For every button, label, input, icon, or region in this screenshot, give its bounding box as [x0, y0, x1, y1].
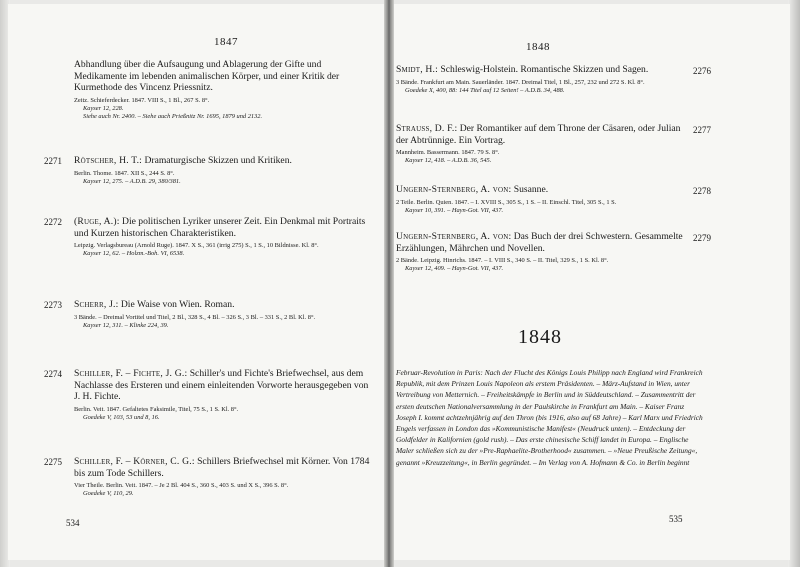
entry-title: Schiller's und Fichte's Briefwechsel, aus dem Nachlasse des Ersteren und einem einleitenden Vorworte herausgegeben von J. H. Fichte.: [74, 368, 369, 403]
entry-2274: [74, 368, 374, 422]
entry-title: Schillers Briefwechsel mit Körner. Von 1784 bis zum Tode Schillers.: [74, 456, 370, 479]
entry-2275: [74, 456, 374, 498]
right-page-year: 1848: [526, 41, 550, 53]
entry-number: 2273: [44, 300, 62, 310]
left-page-year: 1847: [214, 36, 238, 48]
entry-2279: [396, 231, 688, 273]
entry-2276: [396, 64, 686, 95]
entry-detail: Leipzig. Verlagsbureau (Arnold Ruge). 1847. X S., 361 (irrig 275) S., 1 S., 10 Bildnisse. Kl. 8°.: [74, 242, 319, 250]
entry-reference: Goedeke X, 400, 88: 144 Titel auf 12 Seiten! – A.D.B. 34, 488.: [405, 86, 565, 94]
right-page: [390, 4, 790, 560]
entry-number: 2271: [44, 156, 62, 166]
entry-title: Dramaturgische Skizzen und Kritiken.: [144, 155, 292, 166]
entry-detail: Vier Theile. Berlin. Veit. 1847. – Je 2 Bl. 404 S., 360 S., 403 S. und X S., 396 S. 8°.: [74, 482, 289, 490]
entry-2272: [74, 216, 374, 258]
entry-author: Rötscher, H. T.:: [74, 155, 143, 166]
entry-author: Ungern-Sternberg, A. von:: [396, 231, 512, 242]
entry-title: Abhandlung über die Aufsaugung und Ablagerung der Gifte und Medikamente im lebenden animalischen Körper, und einer Kritik der Kurmethode des Vincenz Priessnitz.: [74, 59, 340, 94]
entry-detail: 3 Bände. Frankfurt am Main. Sauerländer. 1847. Dreimal Titel, 1 Bl., 257, 232 und 272 S. Kl. 8°.: [396, 78, 645, 86]
section-year-heading: 1848: [518, 326, 562, 348]
entry-detail: Mannheim. Bassermann. 1847. 79 S. 8°.: [396, 149, 500, 157]
entry-reference: Goedeke V, 103, 53 und 8, 16.: [83, 413, 160, 421]
entry-reference: Kayser 12, 418. – A.D.B. 36, 545.: [405, 157, 492, 165]
entry-title: Schleswig-Holstein. Romantische Skizzen und Sagen.: [440, 64, 649, 75]
entry-author: Ungern-Sternberg, A. von:: [396, 184, 512, 195]
entry-number: 2279: [693, 233, 711, 243]
entry-reference: Kayser 10, 391. – Hayn-Got. VII, 437.: [405, 206, 504, 214]
entry-reference: Kayser 12, 62. – Holzm.-Boh. VI, 6538.: [83, 250, 185, 258]
entry-reference: Goedeke V, 110, 29.: [83, 490, 134, 498]
entry-number: 2278: [693, 186, 711, 196]
entry-number: 2275: [44, 457, 62, 467]
entry-2271: [74, 155, 374, 186]
entry-continuation: [74, 59, 374, 121]
book-gutter: [384, 0, 394, 567]
entry-title: Die Waise von Wien. Roman.: [120, 299, 235, 310]
left-page: [8, 4, 388, 560]
entry-detail: Zeitz. Schieferdecker. 1847. VIII S., 1 Bl., 267 S. 8°.: [74, 96, 210, 104]
entry-number: 2277: [693, 125, 711, 135]
entry-reference: Kayser 12, 409. – Hayn-Got. VII, 437.: [405, 265, 504, 273]
entry-number: 2272: [44, 217, 62, 227]
entry-2277: [396, 123, 688, 165]
entry-2273: [74, 299, 374, 330]
entry-reference: Kayser 12, 275. – A.D.B. 29, 380/381.: [83, 177, 181, 185]
entry-detail: Berlin. Thome. 1847. XII S., 244 S. 8°.: [74, 169, 175, 177]
entry-author: (Ruge, A.):: [74, 216, 120, 227]
entry-detail: 2 Teile. Berlin. Quien. 1847. – I. XVIII S., 305 S., 1 S. – II. Einschl. Titel, 305 S., 1 S.: [396, 198, 617, 206]
page-number-left: 534: [66, 518, 80, 528]
page-number-right: 535: [669, 514, 683, 524]
entry-title: Der Romantiker auf dem Throne der Cäsaren, oder Julian der Abtrünnige. Ein Vortrag.: [396, 123, 681, 146]
entry-author: Strauss, D. F.:: [396, 123, 458, 134]
entry-title: Susanne.: [513, 184, 549, 195]
entry-author: Scherr, J.:: [74, 299, 119, 310]
entry-author: Smidt, H.:: [396, 64, 439, 75]
entry-number: 2276: [693, 66, 711, 76]
entry-detail: 2 Bände. Leipzig. Hinrichs. 1847. – I. VIII S., 340 S. – II. Titel, 329 S., 1 S. Kl. 8°.: [396, 257, 609, 265]
entry-reference: Kayser 12, 228.: [83, 104, 124, 112]
entry-detail: 3 Bände. – Dreimal Vortitel und Titel, 2 Bl., 328 S., 4 Bl. – 326 S., 3 Bl. – 331 S., 2 Bl. Kl. 8°.: [74, 313, 316, 321]
entry-detail: Berlin. Veit. 1847. Gefaltetes Faksimile, Titel, 75 S., 1 S. Kl. 8°.: [74, 405, 239, 413]
entry-reference: Siehe auch Nr. 2400. – Siehe auch Prießnitz Nr. 1695, 1879 und 2132.: [83, 112, 263, 120]
entry-author: Schiller, F. – Fichte, J. G.:: [74, 368, 188, 379]
historical-summary: Februar-Revolution in Paris: Nach der Flucht des Königs Louis Philipp nach England wird Frankreich Republik, mit dem Prinzen Louis Napoleon als erstem Präsidenten. – März-Aufstand in Wien, unter Vertreibung von Metternich. – Freiheitskämpfe in Berlin und in Süddeutschland. – Zusammentritt der ersten deutschen Nationalversammlung in der Paulskirche in Frankfurt am Main. – Kaiser Franz Joseph I. kommt achtzehnjährig auf den Thron (bis 1916, also auf 68 Jahre) – Karl Marx und Friedrich Engels verfassen in London das »Kommunistische Manifest« (Neudruck unten). – Entdeckung der Goldfelder in Kalifornien (gold rush). – Das erste chinesische Schiff landet in Europa. – Englische Maler schließen sich zu der »Pre-Raphaelite-Brotherhood« zusammen. – »Neue Preußische Zeitung«, genannt »Kreuzzeitung«, in Berlin gegründet. – Im Verlag von A. Hofmann & Co. in Berlin beginnt: [396, 368, 703, 467]
entry-2278: [396, 184, 688, 215]
entry-title: Die politischen Lyriker unserer Zeit. Ein Denkmal mit Portraits und Kurzen historischen Charakteristiken.: [74, 216, 366, 239]
entry-title: Das Buch der drei Schwestern. Gesammelte Erzählungen, Mährchen und Novellen.: [396, 231, 683, 254]
entry-number: 2274: [44, 369, 62, 379]
entry-author: Schiller, F. – Körner, C. G.:: [74, 456, 195, 467]
entry-reference: Kayser 12, 311. – Klinke 224, 39.: [83, 321, 169, 329]
